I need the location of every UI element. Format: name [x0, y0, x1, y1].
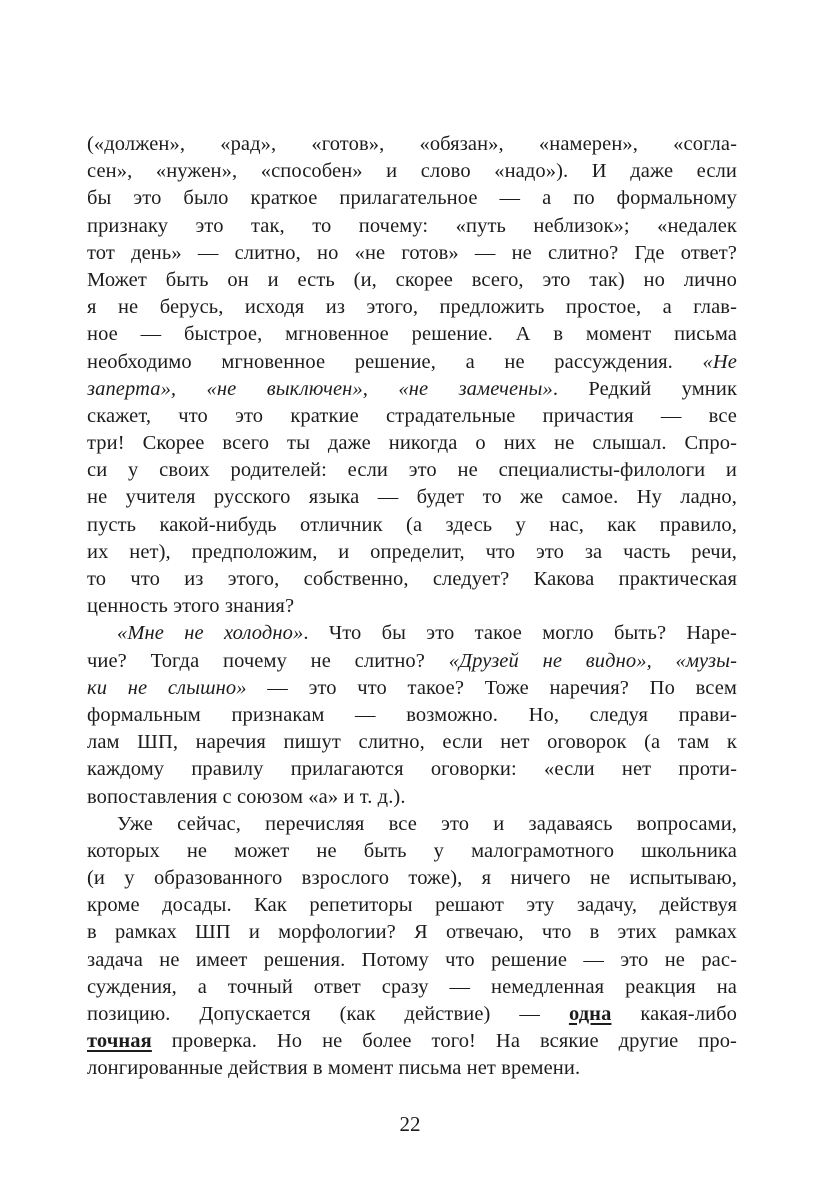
bold-underlined-text-segment: одна	[568, 1003, 612, 1025]
italic-text-segment: «Не	[702, 350, 737, 373]
text-segment: (и у образованного взрослого тоже), я ничего не испытываю,	[87, 867, 737, 890]
text-line	[87, 267, 737, 294]
text-line	[87, 811, 737, 838]
text-segment: какая-либо	[611, 1003, 738, 1025]
text-line	[87, 1028, 737, 1055]
text-segment: пусть какой-нибудь отличник (а здесь у нас, как правило,	[87, 513, 737, 536]
italic-text-segment: заперта», «не выключен», «не замечены»	[87, 377, 553, 400]
text-line	[87, 240, 737, 267]
text-segment: . Редкий умник	[552, 377, 738, 400]
text-line	[87, 892, 737, 919]
text-line	[87, 593, 737, 620]
text-segment: сен», «нужен», «способен» и слово «надо»). И даже если	[87, 160, 737, 183]
text-line	[87, 1055, 737, 1082]
text-segment: ценность этого знания?	[87, 595, 295, 618]
text-line	[87, 430, 737, 457]
text-segment: Может быть он и есть (и, скорее всего, это так) но лично	[87, 268, 737, 291]
text-line	[87, 185, 737, 212]
text-line	[87, 566, 737, 593]
text-segment: их нет), предположим, и определит, что это за часть речи,	[87, 540, 737, 563]
bold-underlined-text-segment: точная	[87, 1030, 152, 1053]
text-line	[87, 484, 737, 511]
italic-text-segment: «Мне не холодно»	[117, 622, 304, 645]
text-segment: чие? Тогда почему не слитно?	[87, 649, 449, 672]
text-segment: суждения, а точный ответ сразу — немедленная реакция на	[87, 975, 737, 998]
text-segment: лам ШП, наречия пишут слитно, если нет оговорок (а там к	[87, 731, 737, 754]
page-number: 22	[399, 1112, 421, 1136]
text-line	[87, 539, 737, 566]
paragraph	[87, 131, 737, 620]
text-line	[87, 403, 737, 430]
paragraph	[87, 620, 737, 810]
text-line	[87, 321, 737, 348]
text-line	[87, 457, 737, 484]
text-segment: Уже сейчас, перечисляя все это и задаваясь вопросами,	[117, 812, 737, 835]
text-line	[87, 756, 737, 783]
italic-text-segment: ки не слышно»	[87, 676, 247, 699]
text-segment: которых не может не быть у малограмотного школьника	[87, 839, 737, 862]
text-line	[87, 784, 737, 811]
text-segment: проверка. Но не более того! На всякие другие про-	[151, 1030, 737, 1053]
text-line	[87, 675, 737, 702]
paragraph	[87, 811, 737, 1083]
text-line	[87, 919, 737, 946]
text-segment: скажет, что это краткие страдательные причастия — все	[87, 404, 737, 427]
text-line	[87, 838, 737, 865]
text-body	[87, 131, 737, 1083]
text-segment: задача не имеет решения. Потому что решение — это не рас-	[87, 948, 737, 971]
text-segment: лонгированные действия в момент письма нет времени.	[87, 1057, 581, 1080]
text-line	[87, 729, 737, 756]
text-line	[87, 865, 737, 892]
text-segment: — это что такое? Тоже наречия? По всем	[246, 676, 737, 699]
text-segment: не учителя русского языка — будет то же самое. Ну ладно,	[87, 486, 737, 509]
text-segment: три! Скорее всего ты даже никогда о них не слышал. Спро-	[87, 432, 737, 455]
text-line	[87, 131, 737, 158]
text-segment: . Что бы это такое могло быть? Наре-	[303, 622, 737, 645]
text-segment: формальным признакам — возможно. Но, следуя прави-	[87, 703, 737, 726]
text-segment: я не берусь, исходя из этого, предложить простое, а глав-	[87, 296, 737, 319]
text-line	[87, 648, 737, 675]
italic-text-segment: «Друзей не видно», «музы-	[448, 649, 737, 672]
text-line	[87, 620, 737, 647]
text-segment: то что из этого, собственно, следует? Какова практическая	[87, 568, 737, 590]
text-line	[87, 947, 737, 974]
text-line	[87, 702, 737, 729]
text-segment: («должен», «рад», «готов», «обязан», «намерен», «согла-	[87, 133, 737, 155]
text-line	[87, 213, 737, 240]
text-segment: признаку это так, то почему: «путь неблизок»; «недалек	[87, 214, 737, 237]
text-segment: си у своих родителей: если это не специалисты-филологи и	[87, 459, 737, 482]
text-line	[87, 512, 737, 539]
text-line	[87, 294, 737, 321]
text-line	[87, 376, 737, 403]
text-line	[87, 974, 737, 1001]
text-segment: тот день» — слитно, но «не готов» — не слитно? Где ответ?	[87, 241, 737, 264]
text-line	[87, 1001, 737, 1028]
text-segment: вопоставления с союзом «а» и т. д.).	[87, 785, 406, 808]
text-segment: ное — быстрое, мгновенное решение. А в момент письма	[87, 323, 737, 346]
text-line	[87, 158, 737, 185]
text-segment: бы это было краткое прилагательное — а по формальному	[87, 187, 737, 210]
text-segment: кроме досады. Как репетиторы решают эту задачу, действуя	[87, 894, 737, 917]
text-line	[87, 349, 737, 376]
text-segment: необходимо мгновенное решение, а не рассуждения.	[87, 350, 703, 373]
text-segment: каждому правилу прилагаются оговорки: «если нет проти-	[87, 758, 737, 781]
text-segment: позицию. Допускается (как действие) —	[87, 1003, 569, 1025]
text-segment: в рамках ШП и морфологии? Я отвечаю, что в этих рамках	[87, 921, 737, 944]
